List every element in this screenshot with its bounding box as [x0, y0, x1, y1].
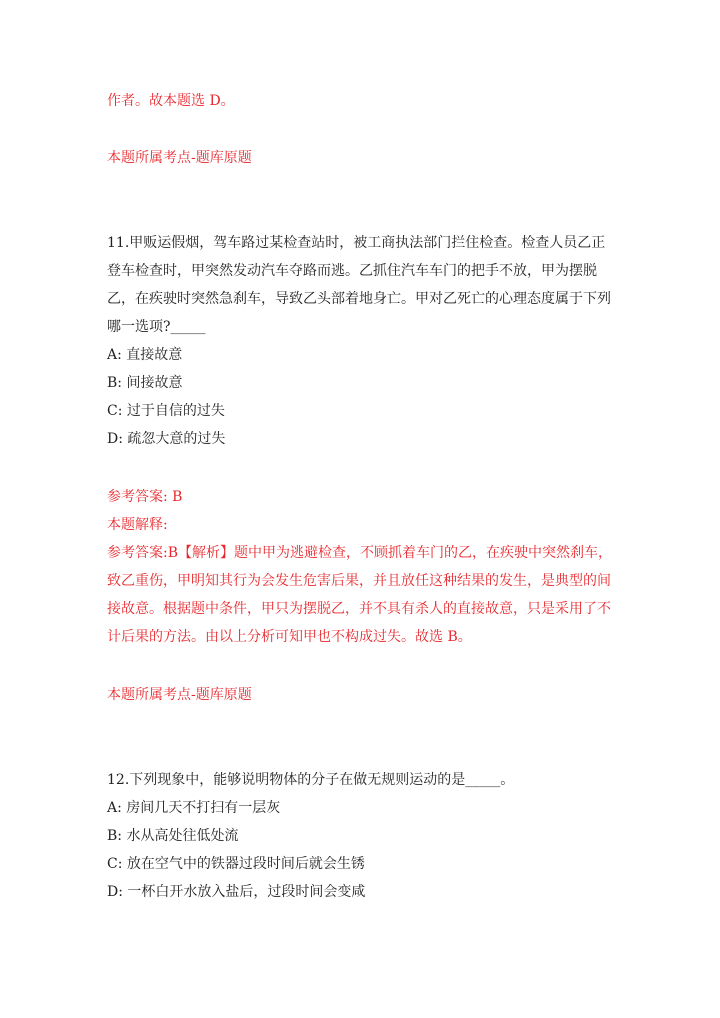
q12-option-a: A: 房间几天不打扫有一层灰	[107, 800, 281, 816]
q12-option-d: D: 一杯白开水放入盐后，过段时间会变咸	[107, 884, 366, 900]
q11-option-c: C: 过于自信的过失	[107, 403, 225, 419]
q11-source-note: 本题所属考点-题库原题	[107, 687, 252, 703]
q11-explanation: 参考答案:B【解析】题中甲为逃避检查，不顾抓着车门的乙，在疾驶中突然刹车，致乙重伤，甲明知其行为会发生危害后果，并且放任这种结果的发生，是典型的间接故意。根据题中条件，甲只为摆脱乙，并不具有杀人的直接故意，只是采用了不计后果的方法。由以上分析可知甲也不构成过失。故选 B。	[107, 545, 613, 645]
q11-option-a: A: 直接故意	[107, 347, 183, 363]
prev-source-note: 本题所属考点-题库原题	[107, 150, 252, 166]
q12-option-c: C: 放在空气中的铁器过段时间后就会生锈	[107, 856, 365, 872]
q11-answer: 参考答案: B	[107, 489, 183, 505]
prev-answer-tail: 作者。故本题选 D。	[107, 93, 235, 109]
q11-option-d: D: 疏忽大意的过失	[107, 431, 226, 447]
q11-explain-title: 本题解释:	[107, 517, 168, 533]
q11-option-b: B: 间接故意	[107, 375, 183, 391]
question-12-stem: 12.下列现象中，能够说明物体的分子在做无规则运动的是_____。	[107, 772, 515, 788]
question-11-stem: 11.甲贩运假烟，驾车路过某检查站时，被工商执法部门拦住检查。检查人员乙正登车检查时，甲突然发动汽车夺路而逃。乙抓住汽车车门的把手不放，甲为摆脱乙，在疾驶时突然急刹车，导致乙头部着地身亡。甲对乙死亡的心理态度属于下列哪一选项?_____	[107, 235, 611, 335]
q12-option-b: B: 水从高处往低处流	[107, 828, 239, 844]
